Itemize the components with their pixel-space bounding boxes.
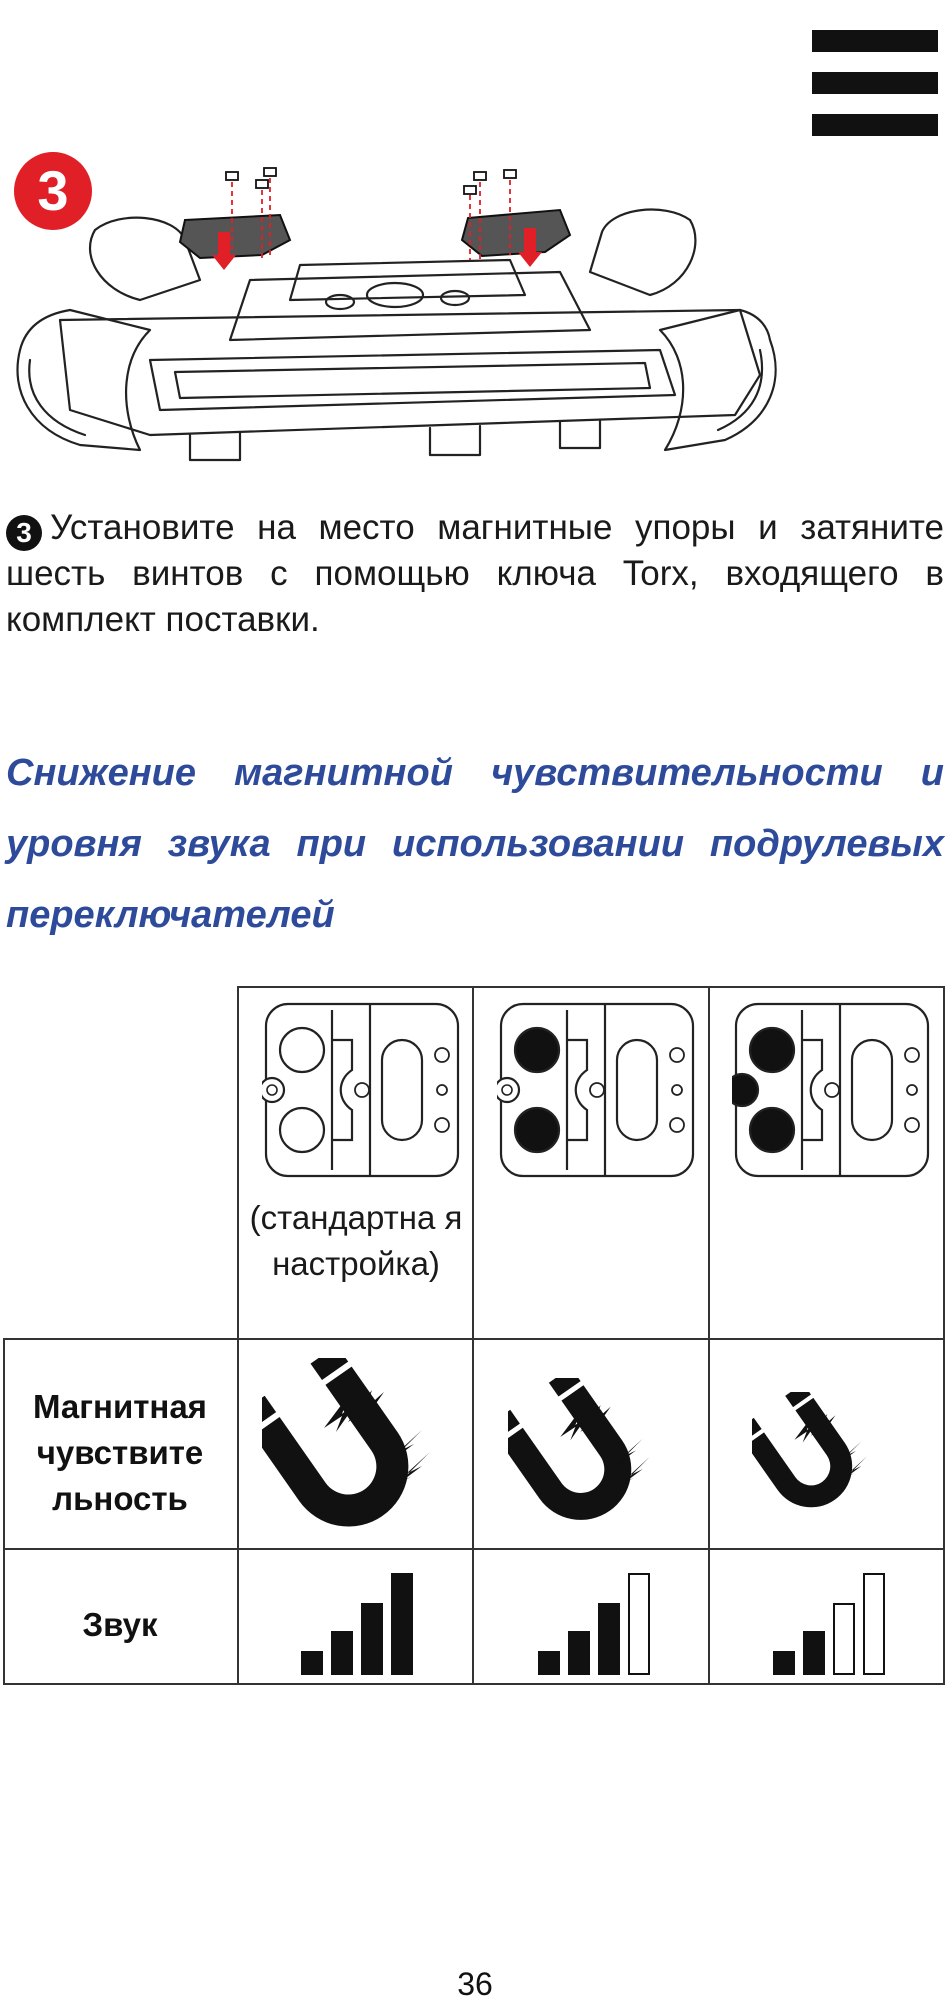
- row-label-sound: Звук: [82, 1606, 158, 1643]
- step-instruction: [6, 505, 944, 643]
- magnet-stop-plate-icon: [732, 1000, 932, 1180]
- sound-bar: [539, 1652, 559, 1674]
- sound-bar: [629, 1574, 649, 1674]
- sound-bar: [332, 1632, 352, 1674]
- magnet-stop-plate-icon: [262, 1000, 462, 1180]
- magnet-slot-top: [750, 1028, 794, 1072]
- step-badge: 3: [14, 152, 92, 230]
- sound-bar: [804, 1632, 824, 1674]
- sound-bar: [569, 1632, 589, 1674]
- sound-bar: [834, 1604, 854, 1674]
- magnet-slot-center: [497, 1078, 519, 1102]
- magnet-slot-bottom: [515, 1108, 559, 1152]
- signal-bars-icon: [772, 1570, 892, 1680]
- signal-bars-icon: [300, 1570, 420, 1680]
- step-instruction-text: Установите на место магнитные упоры и затяните шесть винтов с помощью ключа Torx, входящего в комплект поставки.: [6, 508, 944, 639]
- row-label-magnetic: Магнитная чувствите льность: [33, 1388, 207, 1517]
- sound-bar: [864, 1574, 884, 1674]
- signal-bars-icon: [537, 1570, 657, 1680]
- magnet-icon: [262, 1358, 452, 1548]
- magnet-slot-top: [515, 1028, 559, 1072]
- magnet-icon: [752, 1392, 882, 1522]
- magnet-slot-center: [262, 1078, 284, 1102]
- section-heading: Снижение магнитной чувствительности и уровня звука при использовании подрулевых переключателей: [6, 752, 944, 936]
- magnet-stop-plate-icon: [497, 1000, 697, 1180]
- sound-bar: [599, 1604, 619, 1674]
- menu-icon[interactable]: [812, 30, 938, 136]
- magnet-slot-center: [732, 1074, 758, 1106]
- default-setting-caption: (стандартна я настройка): [249, 1199, 463, 1282]
- page-number: 36: [457, 1966, 493, 2002]
- sound-bar: [392, 1574, 412, 1674]
- magnet-slot-top: [280, 1028, 324, 1072]
- sound-bar: [302, 1652, 322, 1674]
- magnet-slot-bottom: [750, 1108, 794, 1152]
- step-marker: 3: [6, 515, 42, 551]
- magnet-slot-bottom: [280, 1108, 324, 1152]
- wheel-illustration: [0, 160, 790, 480]
- sound-bar: [362, 1604, 382, 1674]
- magnet-icon: [508, 1378, 668, 1538]
- sound-bar: [774, 1652, 794, 1674]
